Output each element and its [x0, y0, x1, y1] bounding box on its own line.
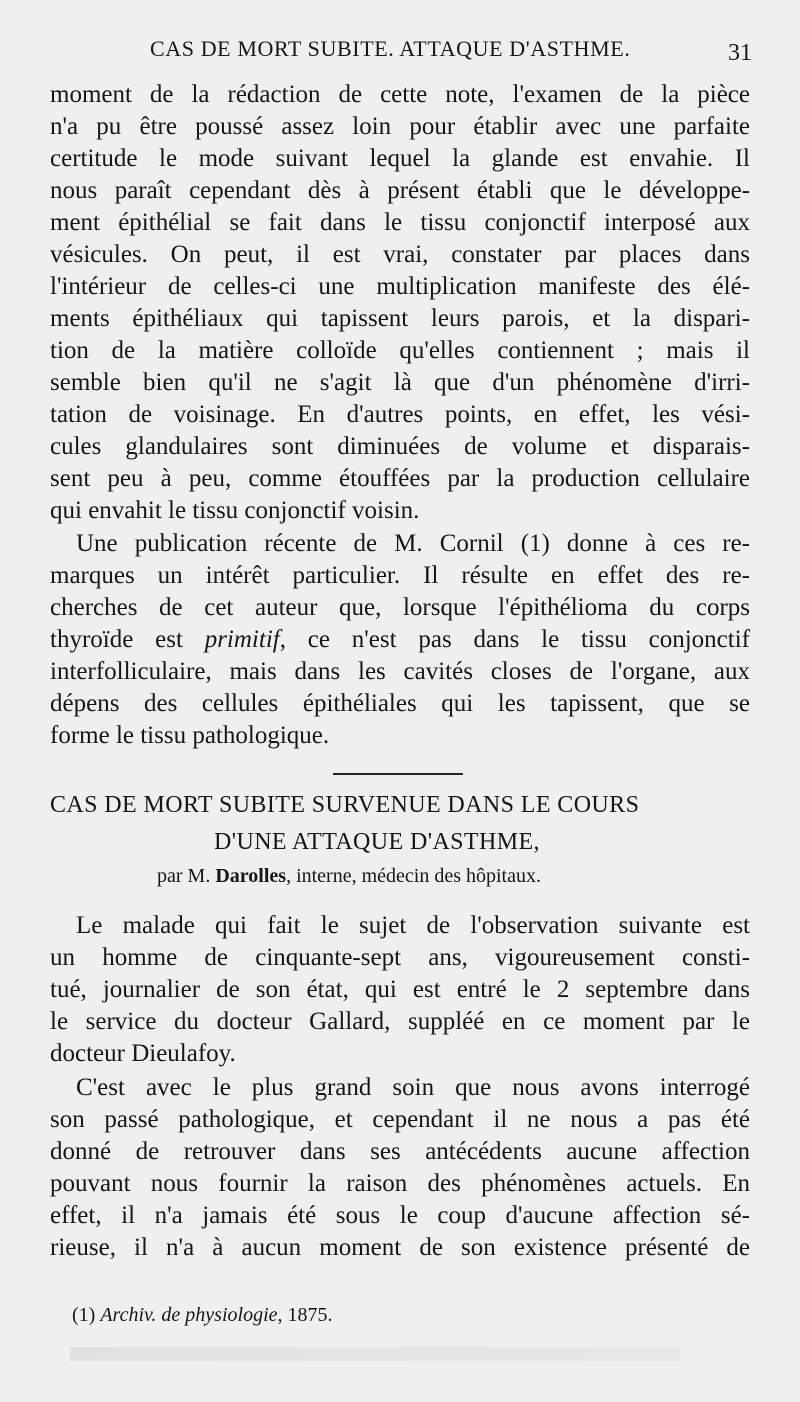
byline-suffix: , interne, médecin des hôpitaux.	[286, 865, 541, 887]
text-line: C'est avec le plus grand soin que nous avons interrogé	[76, 1074, 750, 1101]
text-line: donné de retrouver dans ses antécédents aucune affection	[50, 1138, 750, 1165]
paragraph-3	[50, 910, 750, 1070]
text-line: forme le tissu pathologique.	[50, 722, 330, 749]
section-divider	[333, 773, 463, 775]
text-line: nous paraît cependant dès à présent établi que le développe-	[50, 177, 750, 204]
text-line: marques un intérêt particulier. Il résulte en effet des re-	[50, 562, 750, 589]
text-line: ments épithéliaux qui tapissent leurs parois, et la dispari-	[50, 305, 750, 332]
text-line: effet, il n'a jamais été sous le coup d'aucune affection sé-	[50, 1202, 750, 1229]
text-line: certitude le mode suivant lequel la glande est envahie. Il	[50, 145, 750, 172]
author-name: Darolles	[215, 865, 287, 887]
text-line: dépens des cellules épithéliales qui les tapissent, que se	[50, 690, 750, 717]
text-line: sent peu à peu, comme étouffées par la production cellulaire	[50, 465, 750, 492]
text-line: ment épithélial se fait dans le tissu conjonctif interposé aux	[50, 209, 750, 236]
paragraph-2	[50, 528, 750, 752]
text-line: moment de la rédaction de cette note, l'examen de la pièce	[50, 81, 750, 108]
text-line: interfolliculaire, mais dans les cavités closes de l'organe, aux	[50, 658, 750, 685]
footnote	[72, 1304, 333, 1327]
author-byline	[157, 865, 541, 888]
paragraph-1	[50, 79, 750, 527]
section-heading-line-2: D'UNE ATTAQUE D'ASTHME,	[214, 829, 540, 855]
running-head: CAS DE MORT SUBITE. ATTAQUE D'ASTHME.	[150, 36, 631, 61]
text-line: semble bien qu'il ne s'agit là que d'un phénomène d'irri-	[50, 369, 750, 396]
bleed-through-band	[70, 1347, 680, 1361]
text-line: Le malade qui fait le sujet de l'observation suivante est	[76, 912, 750, 939]
text-line: Une publication récente de M. Cornil (1) donne à ces re-	[76, 530, 750, 557]
text-line: cules glandulaires sont diminuées de volume et disparais-	[50, 433, 750, 460]
text-line: vésicules. On peut, il est vrai, constater par places dans	[50, 241, 750, 268]
text-line: pouvant nous fournir la raison des phénomènes actuels. En	[50, 1170, 750, 1197]
text-line: un homme de cinquante-sept ans, vigoureusement consti-	[50, 944, 750, 971]
text-line: le service du docteur Gallard, suppléé en ce moment par le	[50, 1008, 750, 1035]
text-line: tation de voisinage. En d'autres points, en effet, les vési-	[50, 401, 750, 428]
text-line: tué, journalier de son état, qui est entré le 2 septembre dans	[50, 976, 750, 1003]
text-line: n'a pu être poussé assez loin pour établir avec une parfaite	[50, 113, 750, 140]
text-line: docteur Dieulafoy.	[50, 1040, 236, 1067]
text-line	[50, 624, 750, 656]
italic-term: primitif	[204, 626, 280, 653]
byline-prefix: par M.	[157, 865, 211, 887]
text-line: cherches de cet auteur que, lorsque l'épithélioma du corps	[50, 594, 750, 621]
text-line: rieuse, il n'a à aucun moment de son existence présenté de	[50, 1234, 750, 1261]
section-heading-line-1: CAS DE MORT SUBITE SURVENUE DANS LE COURS	[50, 792, 640, 818]
footnote-marker: (1)	[72, 1304, 96, 1326]
text-line: l'intérieur de celles-ci une multiplication manifeste des élé-	[50, 273, 750, 300]
page-number: 31	[728, 40, 752, 66]
text-line: qui envahit le tissu conjonctif voisin.	[50, 497, 420, 524]
paragraph-4	[50, 1072, 750, 1264]
text-line: son passé pathologique, et cependant il ne nous a pas été	[50, 1106, 750, 1133]
footnote-source: Archiv. de physiologie	[100, 1304, 278, 1326]
text-segment: , ce n'est pas dans le tissu conjonctif	[279, 626, 750, 653]
text-line: tion de la matière colloïde qu'elles contiennent ; mais il	[50, 337, 750, 364]
text-segment: thyroïde est	[50, 626, 205, 653]
footnote-year: , 1875.	[277, 1304, 333, 1326]
